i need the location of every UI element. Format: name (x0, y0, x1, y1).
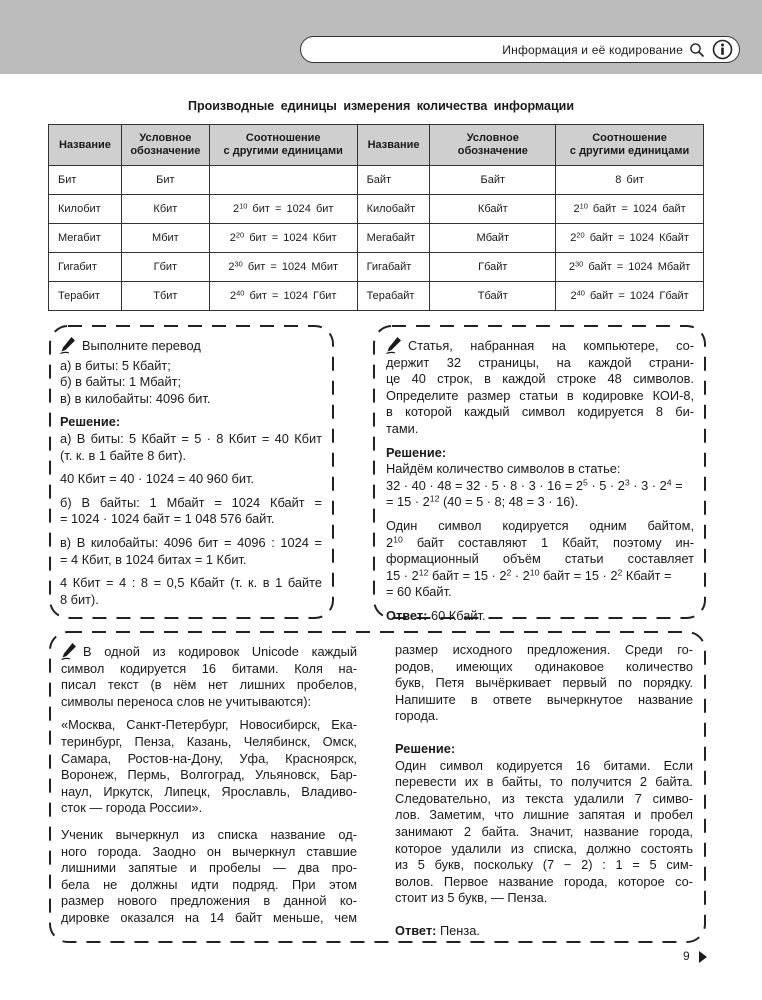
task-line: символы переноса слов не учитываются): (61, 693, 312, 709)
solution-line: = 60 Кбайт. (386, 584, 452, 600)
byte-unit-relation: $2^{10}$ байт = 1024 байт (556, 195, 704, 224)
table-row (49, 195, 704, 224)
task-line: бела не должны идти подряд. При этом (61, 876, 357, 892)
task-line: Ученик вычеркнул из списка название од- (61, 826, 357, 842)
task-line: В одной из кодировок Unicode каждый (61, 642, 357, 661)
byte-unit-relation: $2^{20}$ байт = 1024 Кбайт (556, 224, 704, 253)
bit-unit-name: Бит (49, 166, 122, 195)
byte-unit-name: Гигабайт (357, 253, 430, 282)
answer-line: Ответ: Пенза. (395, 922, 480, 938)
info-icon (712, 39, 733, 60)
task-item: а) в биты: 5 Кбайт; (60, 357, 171, 373)
bit-unit-symbol: Бит (121, 166, 209, 195)
table-title: Производные единицы измерения количества информации (187, 99, 575, 113)
task-line: в которой каждый символ кодируется 8 би- (386, 404, 694, 420)
solution-label: Решение: (386, 444, 447, 460)
table-row (49, 166, 704, 195)
task-unicode-box (48, 630, 707, 944)
byte-unit-name: Байт (357, 166, 430, 195)
byte-unit-symbol: Байт (430, 166, 556, 195)
solution-line: стоит из 5 букв, — Пенза. (395, 890, 548, 906)
byte-unit-name: Мегабайт (357, 224, 430, 253)
solution-label: Решение: (395, 740, 456, 756)
solution-line: = 1024 · 1024 байт = 1 048 576 байт. (60, 511, 275, 527)
byte-unit-relation: 8 бит (556, 166, 704, 195)
bit-unit-symbol: Кбит (121, 195, 209, 224)
table-header-row (49, 125, 704, 166)
answer-line: Ответ: 60 Кбайт. (386, 607, 486, 623)
solution-line: лов. Заметим, что лишние запятая и пробел (395, 807, 693, 823)
task-line: размер нового предложения в данной ко- (61, 893, 357, 909)
byte-unit-symbol: Тбайт (430, 282, 556, 311)
header-symbol: Условное обозначение (121, 125, 209, 166)
solution-line: Один символ кодируется одним байтом, (386, 517, 694, 533)
bit-unit-relation: $2^{20}$ бит = 1024 Кбит (209, 224, 357, 253)
solution-line: которое удалили из списка, должно состоять (395, 840, 693, 856)
byte-unit-symbol: Кбайт (430, 195, 556, 224)
solution-line: 40 Кбит = 40 · 1024 = 40 960 бит. (60, 471, 254, 487)
bit-unit-relation: $2^{40}$ бит = 1024 Гбит (209, 282, 357, 311)
task-line: лишними запятые и пробелы — два про- (61, 860, 357, 876)
task-article-size-box (372, 324, 707, 623)
task-conversion-content (60, 336, 322, 608)
quote-line: теринбург, Пенза, Казань, Челябинск, Омск, (61, 733, 357, 749)
bit-unit-name: Мегабит (49, 224, 122, 253)
solution-line: б) В байты: 1 Мбайт = 1024 Кбайт = (60, 494, 322, 510)
task-line: це 40 строк, в каждой строке 48 символов. (386, 371, 694, 387)
next-page-arrow-icon (699, 951, 707, 963)
header-symbol: Условное обозначение (430, 125, 556, 166)
quote-line: сток — города России». (61, 800, 203, 816)
bit-unit-symbol: Гбит (121, 253, 209, 282)
task-item: б) в байты: 1 Мбайт; (60, 374, 182, 390)
task-line: Статья, набранная на компьютере, со- (386, 336, 694, 355)
task-line: тами. (386, 420, 419, 436)
solution-line: $2^{10}$ байт составляют 1 Кбайт, поэтому ин- (386, 534, 694, 550)
bit-unit-symbol: Тбит (121, 282, 209, 311)
bit-unit-name: Терабит (49, 282, 122, 311)
bit-unit-name: Килобит (49, 195, 122, 224)
solution-line: а) В биты: 5 Кбайт = 5 · 8 Кбит = 40 Кбит (60, 430, 322, 446)
bit-unit-name: Гигабит (49, 253, 122, 282)
task-line: города. (395, 708, 439, 724)
units-table (48, 124, 704, 311)
solution-label: Решение: (60, 414, 121, 430)
task-line: держит 32 страницы, на каждой страни- (386, 354, 694, 370)
quote-line: Воронеж, Пермь, Волгоград, Ульяновск, Бар- (61, 767, 357, 783)
bit-unit-relation: $2^{30}$ бит = 1024 Мбит (209, 253, 357, 282)
bit-unit-symbol: Мбит (121, 224, 209, 253)
task-article-size-content (386, 336, 694, 625)
answer-value: 60 Кбайт. (430, 607, 486, 623)
solution-line: 4 Кбит = 4 : 8 = 0,5 Кбайт (т. к. в 1 байте (60, 575, 322, 591)
task-title: Выполните перевод (60, 336, 322, 355)
byte-unit-name: Терабайт (357, 282, 430, 311)
task-line: Напишите в ответе вычеркнутое название (395, 691, 693, 707)
bit-unit-relation: $2^{10}$ бит = 1024 бит (209, 195, 357, 224)
quote-line: Самара, Ростов-на-Дону, Уфа, Красноярск, (61, 750, 357, 766)
pencil-icon (386, 336, 402, 354)
solution-line: = 4 Кбит, в 1024 битах = 1 Кбит. (60, 551, 247, 567)
solution-line: формационный объём статьи составляет (386, 551, 694, 567)
byte-unit-name: Килобайт (357, 195, 430, 224)
solution-line: $32 \cdot 40 \cdot 48 = 32 \cdot 5 \cdot 8 \cdot 3 \cdot 16 = 2^5 \cdot 5 \cdot 2^3 \cdot 3 \cdot 2^4$ = (386, 477, 683, 493)
task-line: букв, Петя вычёркивает первый по порядку. (395, 675, 693, 691)
solution-line: = $15 \cdot 2^{12}$ (40 = 5 · 8; 48 = 3 · 16). (386, 494, 579, 510)
solution-line: волов. Первое название города, которое со- (395, 873, 693, 889)
search-icon (689, 42, 705, 58)
task-line: размер исходного предложения. Среди го- (395, 642, 693, 657)
task-line: Определите размер статьи в кодировке КОИ-8, (386, 387, 694, 403)
section-header (300, 36, 740, 63)
quote-line: наул, Иркутск, Липецк, Ярославль, Владиво- (61, 783, 357, 799)
byte-unit-symbol: Гбайт (430, 253, 556, 282)
byte-unit-relation: $2^{40}$ байт = 1024 Гбайт (556, 282, 704, 311)
byte-unit-symbol: Мбайт (430, 224, 556, 253)
task-line: дировке оказался на 14 байт меньше, чем (61, 909, 357, 925)
task-unicode-right-column (395, 642, 693, 940)
task-line: писал текст (в нём нет лишних пробелов, (61, 677, 357, 693)
solution-line: 8 бит). (60, 591, 99, 607)
table-row (49, 282, 704, 311)
solution-line: $15 \cdot 2^{12}$ байт = $15 \cdot 2^2 \cdot 2^{10}$ байт = $15 \cdot 2^2$ Кбайт = (386, 567, 672, 583)
pencil-icon (60, 336, 76, 354)
header-relation: Соотношение с другими единицами (556, 125, 704, 166)
solution-line: Найдём количество символов в статье: (386, 461, 621, 477)
bit-unit-relation (209, 166, 357, 195)
pencil-icon (61, 642, 77, 660)
solution-line: из 5 букв, поскольку (7 − 2) : 1 = 5 сим- (395, 857, 693, 873)
solution-line: перевести их в байты, то получится 2 байта. (395, 774, 693, 790)
task-conversion-box (48, 324, 335, 620)
byte-unit-relation: $2^{30}$ байт = 1024 Мбайт (556, 253, 704, 282)
header-name: Название (49, 125, 122, 166)
section-title: Информация и её кодирование (502, 43, 683, 57)
solution-line: (т. к. в 1 байте 8 бит). (60, 447, 187, 463)
solution-line: Один символ кодируется 16 битами. Если (395, 757, 693, 773)
task-unicode-left-column (61, 642, 357, 927)
task-line: родов, имеющих одинаковое количество (395, 658, 693, 674)
table-row (49, 224, 704, 253)
solution-line: в) В килобайты: 4096 бит = 4096 : 1024 = (60, 534, 322, 550)
table-row (49, 253, 704, 282)
solution-line: занимают 2 байта. Значит, название города, (395, 823, 693, 839)
header-relation: Соотношение с другими единицами (209, 125, 357, 166)
answer-value: Пенза. (439, 922, 480, 938)
header-name: Название (357, 125, 430, 166)
task-line: символ кодируется 16 битами. Коля на- (61, 660, 357, 676)
solution-line: Следовательно, из текста удалили 7 симво- (395, 790, 693, 806)
quote-line: «Москва, Санкт-Петербург, Новосибирск, Ека- (61, 717, 357, 733)
task-line: ного города. Заодно он вычеркнул ставшие (61, 843, 357, 859)
task-item: в) в килобайты: 4096 бит. (60, 390, 211, 406)
page-number: 9 (683, 949, 690, 963)
